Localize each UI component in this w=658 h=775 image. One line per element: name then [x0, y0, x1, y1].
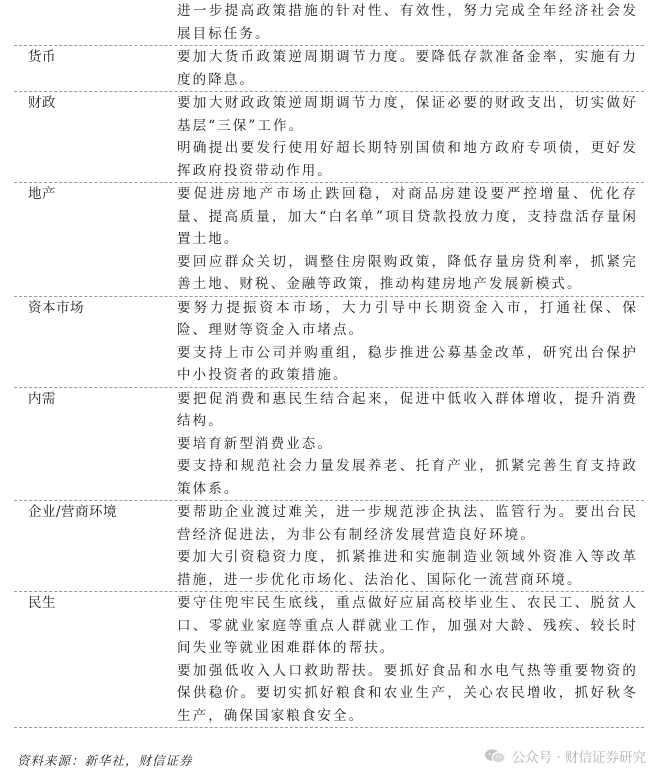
table-row	[14, 592, 644, 728]
category-cell: 企业/营商环境	[28, 504, 118, 520]
policy-text: 要把促消费和惠民生结合起来，促进中低收入群体增收，提升消费结构。	[177, 390, 638, 429]
table-row	[14, 46, 644, 92]
content-cell	[177, 46, 644, 91]
category-cell: 资本市场	[28, 299, 84, 316]
policy-text: 要回应群众关切，调整住房限购政策，降低存量房贷利率，抓紧完善土地、财税、金融等政策，推动构建房地产发展新模式。	[177, 253, 638, 292]
policy-text: 要加大引资稳资力度，抓紧推进和实施制造业领域外资准入等改革措施，进一步优化市场化、法治化、国际化一流营商环境。	[177, 549, 638, 588]
policy-text: 要支持上市公司并购重组，稳步推进公募基金改革，研究出台保护中小投资者的政策措施。	[177, 344, 638, 383]
policy-text: 要促进房地产市场止跌回稳，对商品房建设要严控增量、优化存量、提高质量，加大“白名单”项目贷款投放力度，支持盘活存量闲置土地。	[177, 186, 638, 247]
policy-table	[14, 0, 644, 728]
table-row	[14, 0, 644, 46]
policy-text: 要帮助企业渡过难关，进一步规范涉企执法、监管行为。要出台民营经济促进法，为非公有制经济发展营造良好环境。	[177, 504, 638, 543]
content-cell	[177, 92, 644, 182]
content-cell	[177, 0, 644, 45]
table-row	[14, 297, 644, 388]
policy-text: 要加大财政政策逆周期调节力度，保证必要的财政支出，切实做好基层“三保”工作。	[177, 95, 638, 134]
content-cell	[177, 297, 644, 387]
policy-text: 要努力提振资本市场，大力引导中长期资金入市，打通社保、保险、理财等资金入市堵点。	[177, 299, 638, 338]
table-row	[14, 388, 644, 502]
policy-text: 要培育新型消费业态。	[177, 435, 333, 452]
watermark	[484, 746, 646, 766]
content-cell	[177, 183, 644, 296]
table-row	[14, 183, 644, 297]
category-cell: 地产	[28, 186, 56, 202]
content-cell	[177, 592, 644, 727]
policy-text: 要加大货币政策逆周期调节力度。要降低存款准备金率，实施有力度的降息。	[177, 49, 638, 88]
policy-text: 明确提出要发行使用好超长期特别国债和地方政府专项债，更好发挥政府投资带动作用。	[177, 140, 638, 179]
policy-text: 要加强低收入人口救助帮扶。要抓好食品和水电气热等重要物资的保供稳价。要切实抓好粮食和农业生产，关心农民增收，抓好秋冬生产，确保国家粮食安全。	[177, 662, 638, 724]
wechat-icon	[484, 748, 506, 764]
category-cell	[14, 0, 177, 45]
content-cell	[177, 501, 644, 591]
table-row	[14, 92, 644, 183]
source-note: 资料来源：新华社，财信证券	[17, 753, 193, 768]
policy-text: 要支持和规范社会力量发展养老、托育产业，抓紧完善生育支持政策体系。	[177, 458, 638, 497]
table-row	[14, 501, 644, 592]
category-cell: 民生	[28, 595, 56, 611]
policy-text: 进一步提高政策措施的针对性、有效性，努力完成全年经济社会发展目标任务。	[177, 3, 638, 42]
category-cell: 货币	[28, 49, 56, 65]
policy-text: 要守住兜牢民生底线，重点做好应届高校毕业生、农民工、脱贫人口、零就业家庭等重点人群就业工作，加强对大龄、残疾、较长时间失业等就业困难群体的帮扶。	[177, 595, 638, 656]
content-cell	[177, 388, 644, 501]
category-cell: 内需	[28, 390, 56, 407]
category-cell: 财政	[28, 95, 56, 111]
watermark-text: 公众号 · 财信证券研究	[511, 750, 646, 766]
